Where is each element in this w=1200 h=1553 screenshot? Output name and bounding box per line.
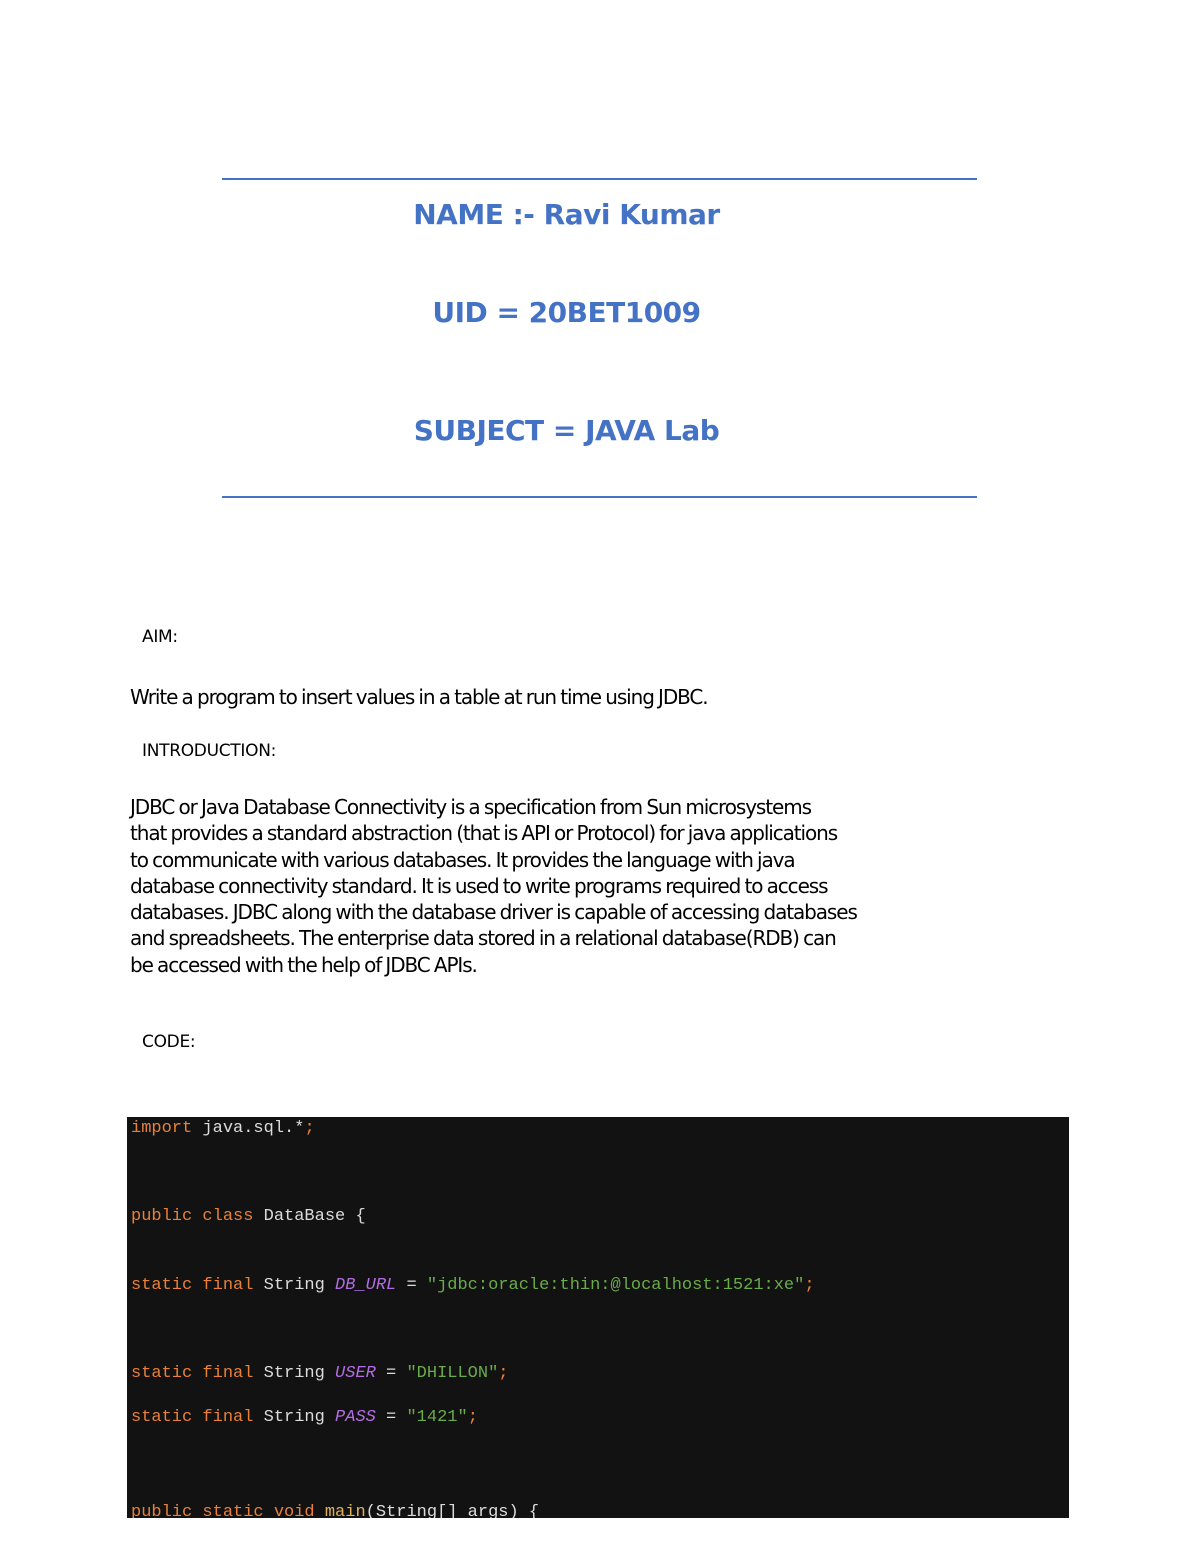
bottom-divider bbox=[222, 496, 977, 498]
code-screenshot bbox=[127, 1117, 1069, 1518]
code-line-class: public class DataBase { bbox=[131, 1207, 366, 1226]
intro-line: and spreadsheets. The enterprise data stored in a relational database(RDB) can bbox=[130, 926, 836, 951]
code-line-user: static final String USER = "DHILLON"; bbox=[131, 1364, 509, 1383]
top-divider bbox=[222, 178, 977, 180]
intro-line: databases. JDBC along with the database driver is capable of accessing databases bbox=[130, 900, 857, 925]
intro-line: be accessed with the help of JDBC APIs. bbox=[130, 952, 477, 977]
student-uid: UID = 20BET1009 bbox=[432, 296, 701, 329]
aim-heading: AIM: bbox=[142, 627, 178, 647]
student-name: NAME :- Ravi Kumar bbox=[413, 198, 720, 231]
code-line-main: public static void main(String[] args) { bbox=[131, 1503, 540, 1518]
introduction-paragraph bbox=[130, 794, 857, 978]
code-line-db-url: static final String DB_URL = "jdbc:oracle:thin:@localhost:1521:xe"; bbox=[131, 1276, 815, 1295]
intro-line: to communicate with various databases. It provides the language with java bbox=[130, 847, 795, 872]
aim-text: Write a program to insert values in a table at run time using JDBC. bbox=[130, 685, 708, 709]
code-line-pass: static final String PASS = "1421"; bbox=[131, 1408, 478, 1427]
code-line-import: import java.sql.*; bbox=[131, 1119, 315, 1138]
intro-line: JDBC or Java Database Connectivity is a specification from Sun microsystems bbox=[130, 795, 811, 819]
intro-line: database connectivity standard. It is used to write programs required to access bbox=[130, 873, 828, 898]
subject-title: SUBJECT = JAVA Lab bbox=[413, 414, 720, 447]
code-heading: CODE: bbox=[142, 1032, 196, 1052]
introduction-heading: INTRODUCTION: bbox=[142, 741, 277, 761]
intro-line: that provides a standard abstraction (that is API or Protocol) for java applications bbox=[130, 821, 838, 846]
